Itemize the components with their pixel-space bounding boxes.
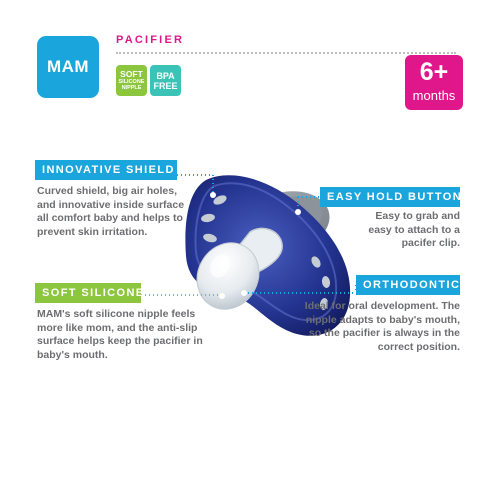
orthodontic-description: Ideal for oral development. The nipple adapts to baby's mouth, so the pacifier is always in the correct position. [304,300,460,353]
badge-line: BPA [156,70,175,81]
innovative-shield-label: INNOVATIVE SHIELD [35,160,177,180]
badge-line: FREE [153,80,178,91]
age-unit: months [412,88,456,103]
orthodontic-pin [241,290,247,296]
easy-hold-pin [295,209,301,215]
age-value: 6+ [419,58,449,86]
badge-line: NIPPLE [121,85,142,91]
orthodontic-label: ORTHODONTIC [356,275,460,295]
badge-line: SOFT [120,69,143,79]
innovative-shield-description: Curved shield, big air holes, and innovative inside surface all comfort baby and helps to prevent skin irritation. [37,185,185,238]
soft-silicone-description: MAM's soft silicone nipple feels more like mom, and the anti-slip surface helps keep the pacifier in baby's mouth. [37,308,203,361]
shield-pin [210,192,216,198]
product-title: PACIFIER [116,34,185,46]
badge-line: SILICONE [118,79,145,85]
soft-silicone-label: SOFT SILICONE [35,283,141,303]
easy-hold-button-label: EASY HOLD BUTTON [320,187,460,207]
easy-hold-button-description: Easy to grab and easy to attach to a pacifer clip. [368,210,460,249]
silicone-pin [219,293,225,299]
mam-logo: MAM [37,36,99,98]
